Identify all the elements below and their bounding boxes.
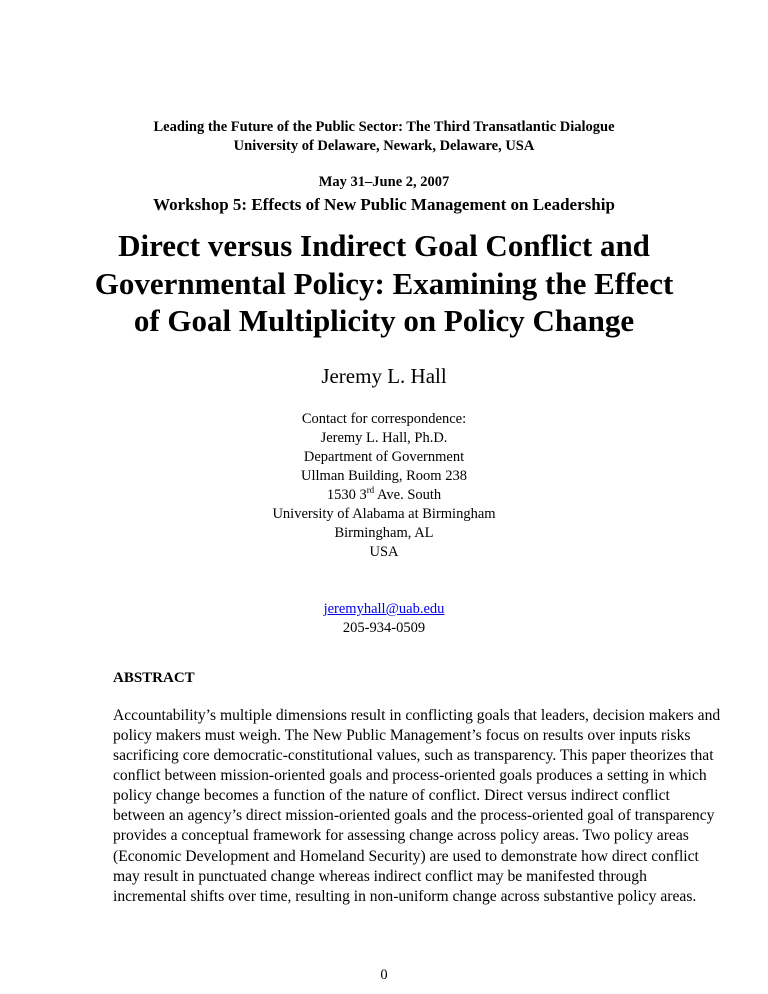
abstract-line: may result in punctuated change whereas indirect conflict may be manifested through bbox=[113, 868, 647, 885]
contact-dept: Department of Government bbox=[303, 449, 465, 465]
author-name: Jeremy L. Hall bbox=[321, 364, 447, 388]
abstract-line: incremental shifts over time, resulting in non-uniform change across substantive policy areas. bbox=[113, 888, 697, 905]
contact-building: Ullman Building, Room 238 bbox=[301, 468, 467, 484]
conference-location: University of Delaware, Newark, Delaware, USA bbox=[233, 138, 535, 154]
abstract-line: sacrificing core democratic-constitutional values, such as transparency. This paper theorizes that bbox=[113, 747, 714, 764]
paper-title-line: of Goal Multiplicity on Policy Change bbox=[133, 303, 635, 338]
contact-name: Jeremy L. Hall, Ph.D. bbox=[320, 430, 448, 446]
contact-label: Contact for correspondence: bbox=[301, 411, 467, 427]
abstract-line: policy makers must weigh. The New Public Management’s focus on results over inputs risks bbox=[113, 727, 691, 744]
email-link[interactable]: jeremyhall@uab.edu bbox=[323, 601, 445, 617]
conference-name: Leading the Future of the Public Sector: The Third Transatlantic Dialogue bbox=[153, 119, 615, 135]
abstract-line: conflict between mission-oriented goals and process-oriented goals produces a setting in which bbox=[113, 767, 707, 784]
abstract-line: policy change becomes a function of the nature of conflict. Direct versus indirect conflict bbox=[113, 787, 670, 804]
conference-dates: May 31–June 2, 2007 bbox=[318, 174, 450, 190]
contact-city: Birmingham, AL bbox=[334, 525, 434, 541]
abstract-line: provides a conceptual framework for assessing change across policy areas. Two policy areas bbox=[113, 827, 689, 844]
abstract-line: Accountability’s multiple dimensions result in conflicting goals that leaders, decision makers and bbox=[113, 707, 721, 724]
paper-title-line: Direct versus Indirect Goal Conflict and bbox=[118, 228, 650, 263]
contact-country: USA bbox=[369, 544, 399, 560]
abstract-line: between an agency’s direct mission-oriented goals and the process-oriented goal of transparency bbox=[113, 807, 715, 824]
paper-title-line: Governmental Policy: Examining the Effect bbox=[94, 266, 674, 301]
abstract-line: (Economic Development and Homeland Security) are used to demonstrate how direct conflict bbox=[113, 848, 699, 865]
abstract-heading: ABSTRACT bbox=[113, 670, 195, 686]
contact-phone: 205-934-0509 bbox=[342, 620, 426, 636]
contact-university: University of Alabama at Birmingham bbox=[272, 506, 496, 522]
page-number: 0 bbox=[380, 967, 388, 983]
contact-street: 1530 3rd Ave. South bbox=[326, 485, 442, 503]
workshop-title: Workshop 5: Effects of New Public Management on Leadership bbox=[153, 195, 615, 214]
